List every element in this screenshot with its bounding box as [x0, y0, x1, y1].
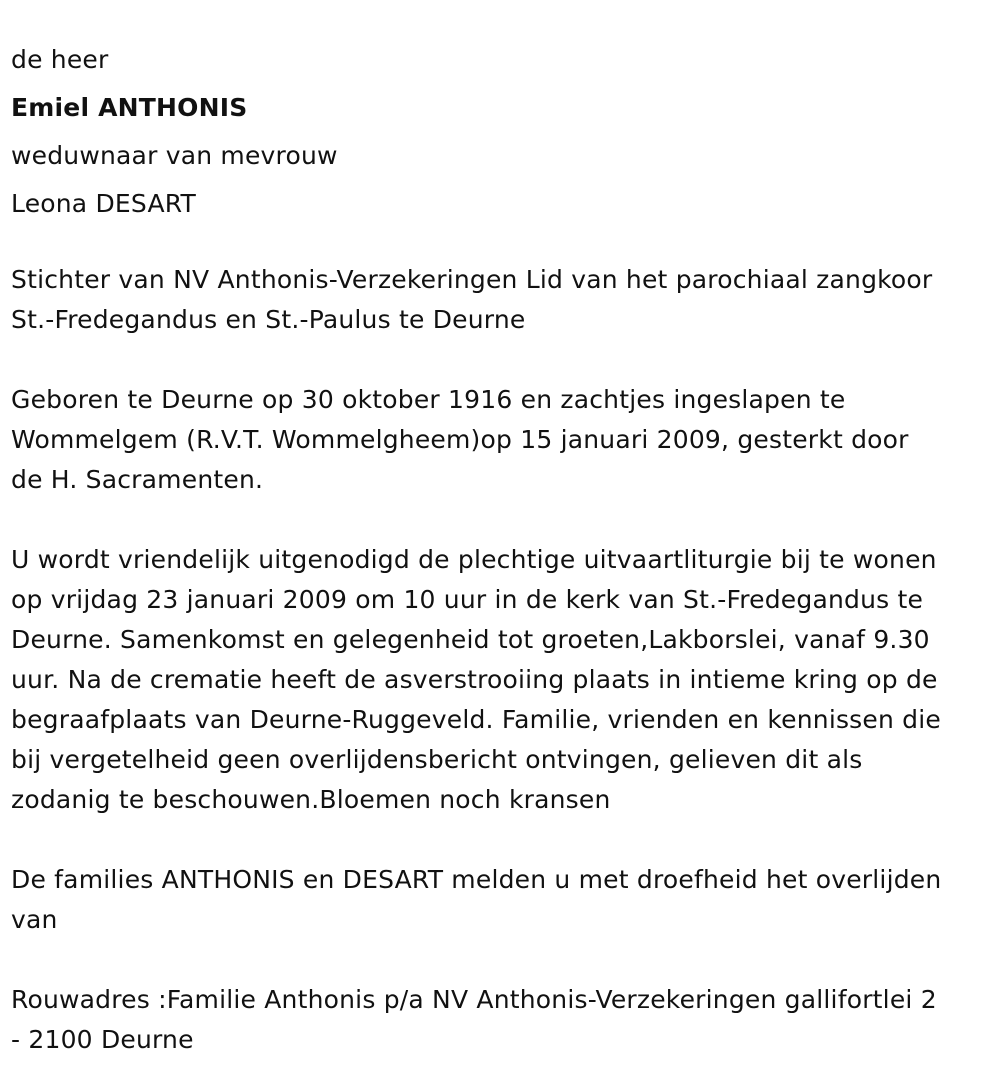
obituary-header — [11, 36, 991, 228]
mourning-address-paragraph — [11, 980, 991, 1060]
founder-paragraph — [11, 260, 991, 340]
paragraph-line: begraafplaats van Deurne-Ruggeveld. Familie, vrienden en kennissen die — [11, 705, 941, 734]
paragraph-line: de H. Sacramenten. — [11, 465, 264, 494]
paragraph-line: St.-Fredegandus en St.-Paulus te Deurne — [11, 305, 526, 334]
spouse-name: Leona DESART — [11, 189, 196, 218]
paragraph-line: zodanig te beschouwen.Bloemen noch kransen — [11, 785, 611, 814]
relation-text: weduwnaar van mevrouw — [11, 141, 338, 170]
salutation: de heer — [11, 45, 109, 74]
paragraph-line: Wommelgem (R.V.T. Wommelgheem)op 15 januari 2009, gesterkt door — [11, 425, 909, 454]
paragraph-line: De families ANTHONIS en DESART melden u met droefheid het overlijden — [11, 865, 942, 894]
paragraph-line: Rouwadres :Familie Anthonis p/a NV Anthonis-Verzekeringen gallifortlei 2 — [11, 985, 937, 1014]
deceased-name: Emiel ANTHONIS — [11, 93, 248, 122]
funeral-details-paragraph — [11, 540, 991, 820]
paragraph-line: uur. Na de crematie heeft de asverstrooiing plaats in intieme kring op de — [11, 665, 938, 694]
paragraph-line: Stichter van NV Anthonis-Verzekeringen Lid van het parochiaal zangkoor — [11, 265, 933, 294]
paragraph-line: - 2100 Deurne — [11, 1025, 194, 1054]
birth-death-paragraph — [11, 380, 991, 500]
paragraph-line: Geboren te Deurne op 30 oktober 1916 en zachtjes ingeslapen te — [11, 385, 846, 414]
paragraph-line: bij vergetelheid geen overlijdensbericht ontvingen, gelieven dit als — [11, 745, 863, 774]
paragraph-line: van — [11, 905, 58, 934]
announcement-paragraph — [11, 860, 991, 940]
paragraph-line: Deurne. Samenkomst en gelegenheid tot groeten,Lakborslei, vanaf 9.30 — [11, 625, 930, 654]
paragraph-line: op vrijdag 23 januari 2009 om 10 uur in de kerk van St.-Fredegandus te — [11, 585, 924, 614]
paragraph-line: U wordt vriendelijk uitgenodigd de plechtige uitvaartliturgie bij te wonen — [11, 545, 937, 574]
